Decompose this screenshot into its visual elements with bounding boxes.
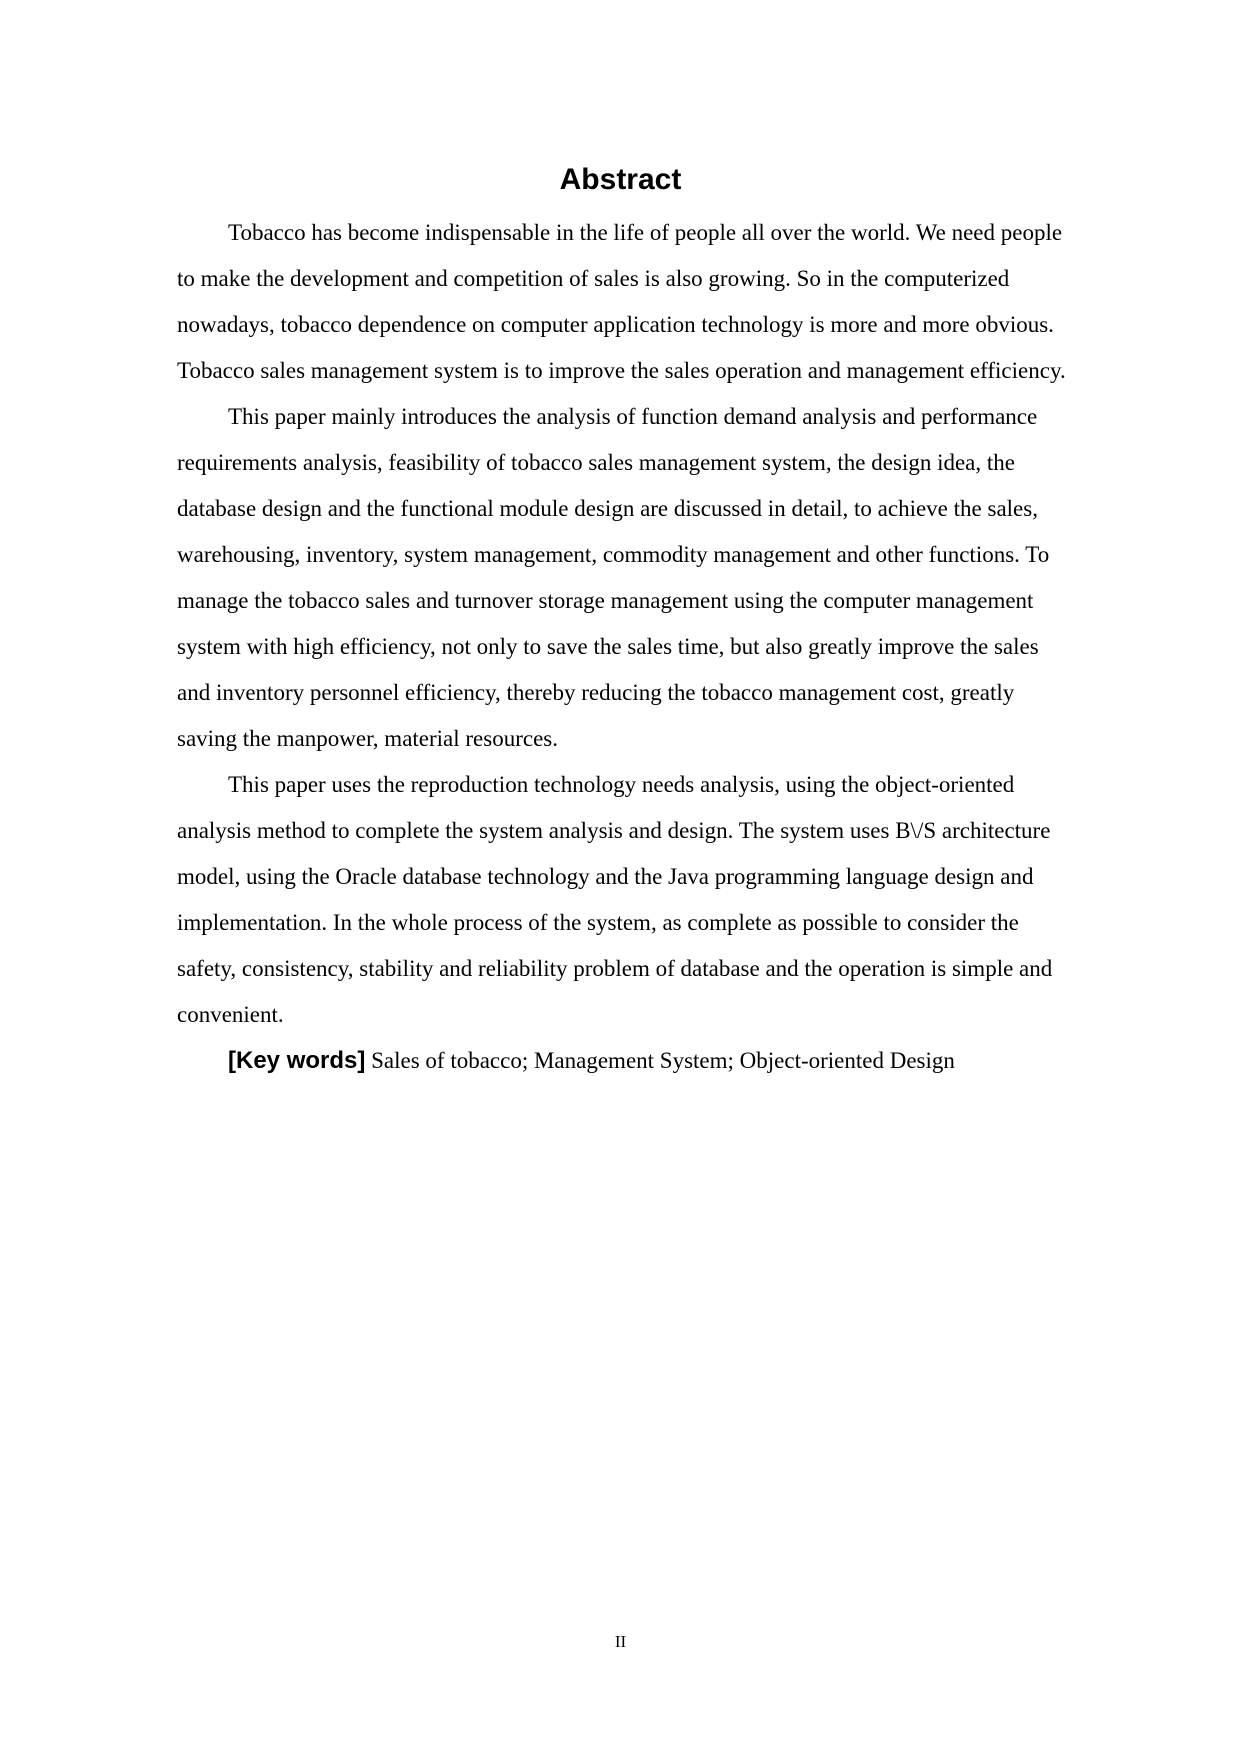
keywords-line bbox=[177, 1038, 1072, 1084]
page-number: II bbox=[614, 1632, 627, 1651]
abstract-paragraph-2: This paper mainly introduces the analysis of function demand analysis and performance requirements analysis, feasibility of tobacco sales management system, the design idea, the database design and the functional module design are discussed in detail, to achieve the sales, warehousing, inventory, system management, commodity management and other functions. To manage the tobacco sales and turnover storage management using the computer management system with high efficiency, not only to save the sales time, but also greatly improve the sales and inventory personnel efficiency, thereby reducing the tobacco management cost, greatly saving the manpower, material resources. bbox=[177, 404, 1050, 751]
keywords-text: Sales of tobacco; Management System; Object-oriented Design bbox=[365, 1048, 955, 1073]
keywords-label: [Key words] bbox=[228, 1047, 366, 1074]
abstract-body bbox=[177, 210, 1072, 1084]
abstract-paragraph-3: This paper uses the reproduction technology needs analysis, using the object-oriented analysis method to complete the system analysis and design. The system uses B\/S architecture model, using the Oracle database technology and the Java programming language design and implementation. In the whole process of the system, as complete as possible to consider the safety, consistency, stability and reliability problem of database and the operation is simple and convenient. bbox=[177, 772, 1053, 1027]
abstract-paragraph-1: Tobacco has become indispensable in the life of people all over the world. We need people to make the development and competition of sales is also growing. So in the computerized nowadays, tobacco dependence on computer application technology is more and more obvious. Tobacco sales management system is to improve the sales operation and management efficiency. bbox=[177, 220, 1066, 383]
abstract-title: Abstract bbox=[559, 163, 682, 196]
